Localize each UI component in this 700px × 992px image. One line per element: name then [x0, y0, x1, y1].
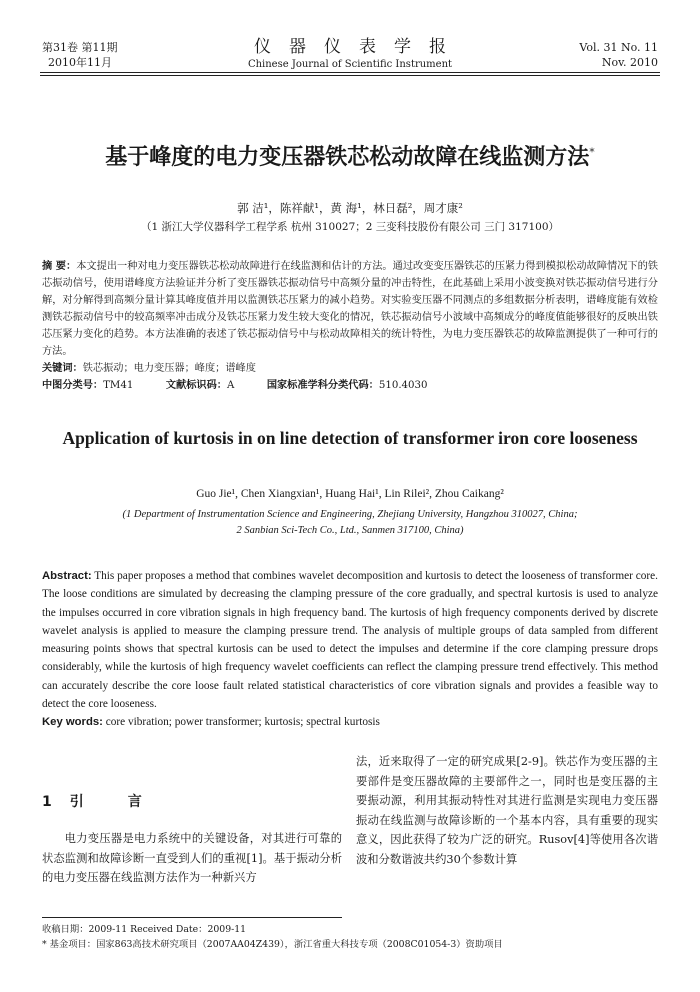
- footnote-rule: [42, 917, 342, 918]
- journal-name-en: Chinese Journal of Scientific Instrument: [247, 59, 453, 70]
- abstract-en-label: Abstract:: [42, 570, 92, 582]
- keywords-cn-label: 关键词：: [42, 363, 83, 374]
- title-en: Application of kurtosis in on line detection of transformer iron core looseness: [62, 428, 638, 448]
- title-fund-mark: *: [589, 145, 595, 159]
- affiliation-cn: （1 浙江大学仪器科学工程学系 杭州 310027；2 三变科技股份有限公司 三门 317100）: [140, 221, 560, 233]
- title-cn: [30, 140, 670, 171]
- journal-name-cn: 仪器仪表学报: [254, 37, 464, 57]
- abstract-en-text: This paper proposes a method that combines wavelet decomposition and kurtosis to detect the looseness of transformer core. The loose conditions are simulated by decreasing the clamping pressure of the core gradually, and spectral kurtosis is used to analyze the impulses occurred in core vibration signals in high frequency band. The kurtosis of high frequency components derived by discrete wavelet analysis is applied to measure the clamping pressure trend. The analysis of multiple groups of data sampled from different measuring points shows that spectral kurtosis can be used to detect the impulses and determine if the core clamping pressure drops considerably, while the kurtosis of high frequency wavelet coefficients can reflect the clamping pressure trend effectively. This method can accurately describe the core loose fault related statistical characteristics of core vibration signals and provides a feasible way to detect the core looseness.: [42, 570, 658, 711]
- clc-code: TM41: [103, 380, 134, 391]
- footnotes: [42, 922, 658, 952]
- section-1-paragraph-left: 电力变压器是电力系统中的关键设备，对其进行可靠的状态监测和故障诊断一直受到人们的重视[1]。基于振动分析的电力变压器在线监测方法作为一种新兴方: [42, 832, 342, 884]
- keywords-cn-line: [42, 360, 658, 377]
- abstract-en: [42, 567, 658, 732]
- journal-volume-en: Vol. 31 No. 11: [579, 41, 658, 54]
- title-cn-text: 基于峰度的电力变压器铁芯松动故障在线监测方法: [105, 145, 590, 170]
- keywords-en-label: Key words:: [42, 716, 103, 729]
- keywords-en: core vibration; power transformer; kurtosis; spectral kurtosis: [105, 716, 380, 729]
- affiliation-en-line2: 2 Sanbian Sci-Tech Co., Ltd., Sanmen 317100, China): [236, 525, 464, 536]
- abstract-cn-text: 本文提出一种对电力变压器铁芯松动故障进行在线监测和估计的方法。通过改变变压器铁芯的压紧力得到模拟松动故障情况下的铁芯振动信号，使用谱峰度方法验证并分析了变压器铁芯振动信号中高频分量的冲击特性，在此基础上采用小波变换对铁芯振动信号进行分解，对分解得到高频分量计算其峰度值并用以监测铁芯压紧力的减小趋势。对实验变压器不同测点的多组数据分析表明，谱峰度能有效检测铁芯振动信号中的较高频率冲击成分及铁芯压紧力发生较大变化的情况，铁芯振动信号小波域中高频成分的峰度值能够很好的反映出铁芯压紧力变化的趋势。本方法准确的表述了铁芯振动信号中与松动故障相关的统计特性，为电力变压器铁芯的故障监测提供了一种可行的方法。: [42, 261, 659, 357]
- keywords-en-line: [42, 713, 658, 731]
- affiliation-en-line1: (1 Department of Instrumentation Science and Engineering, Zhejiang University, Hangzhou 310027, China;: [122, 509, 578, 520]
- journal-name-block: [190, 36, 510, 72]
- classification-line: [42, 377, 658, 394]
- section-1-title-a: 引: [69, 794, 84, 810]
- abstract-cn-label: 摘 要：: [42, 261, 77, 272]
- section-1-heading: [42, 791, 342, 811]
- authors-en: Guo Jie¹, Chen Xiangxian¹, Huang Hai¹, Lin Rilei², Zhou Caikang²: [196, 488, 504, 500]
- footnote-received: 收稿日期：2009-11 Received Date：2009-11: [42, 924, 247, 935]
- abstract-cn-paragraph: [42, 258, 658, 360]
- affiliation-en: [40, 507, 660, 539]
- abstract-en-paragraph: [42, 567, 658, 713]
- abstract-cn: [42, 258, 658, 394]
- journal-volume-en-block: [508, 40, 658, 70]
- journal-volume-cn-block: [42, 40, 192, 70]
- doc-code: A: [226, 380, 235, 391]
- journal-date-cn: 2010年11月: [48, 56, 112, 69]
- journal-date-en: Nov. 2010: [601, 56, 658, 69]
- subject-code: 510.4030: [378, 380, 428, 391]
- header-rule: [40, 72, 660, 73]
- authors-cn: 郭 洁¹，陈祥献¹，黄 海¹，林日磊²，周才康²: [237, 201, 463, 215]
- doc-code-label: 文献标识码：: [165, 380, 227, 391]
- subject-code-label: 国家标准学科分类代码：: [266, 380, 379, 391]
- clc-label: 中图分类号：: [42, 380, 104, 391]
- journal-volume-cn: 第31卷 第11期: [42, 41, 118, 54]
- keywords-cn: 铁芯振动；电力变压器；峰度；谱峰度: [82, 363, 256, 374]
- section-1-title-b: 言: [127, 794, 142, 810]
- footnote-fund: * 基金项目：国家863高技术研究项目（2007AA04Z439），浙江省重大科技专项（2008C01054-3）资助项目: [42, 939, 503, 950]
- header-rule-thin: [40, 75, 660, 76]
- section-1-paragraph-right: 法，近来取得了一定的研究成果[2-9]。铁芯作为变压器的主要部件是变压器故障的主要部件之一，同时也是变压器的主要振动源，利用其振动特性对其进行监测是实现电力变压器振动在线监测与故障诊断的一个基本内容，具有重要的现实意义，因此获得了较为广泛的研究。Rusov[4]等使用各次谐波和分数谐波共约30个参数计算: [356, 755, 658, 866]
- body-left-column: [42, 775, 342, 888]
- section-1-number: 1: [42, 794, 52, 810]
